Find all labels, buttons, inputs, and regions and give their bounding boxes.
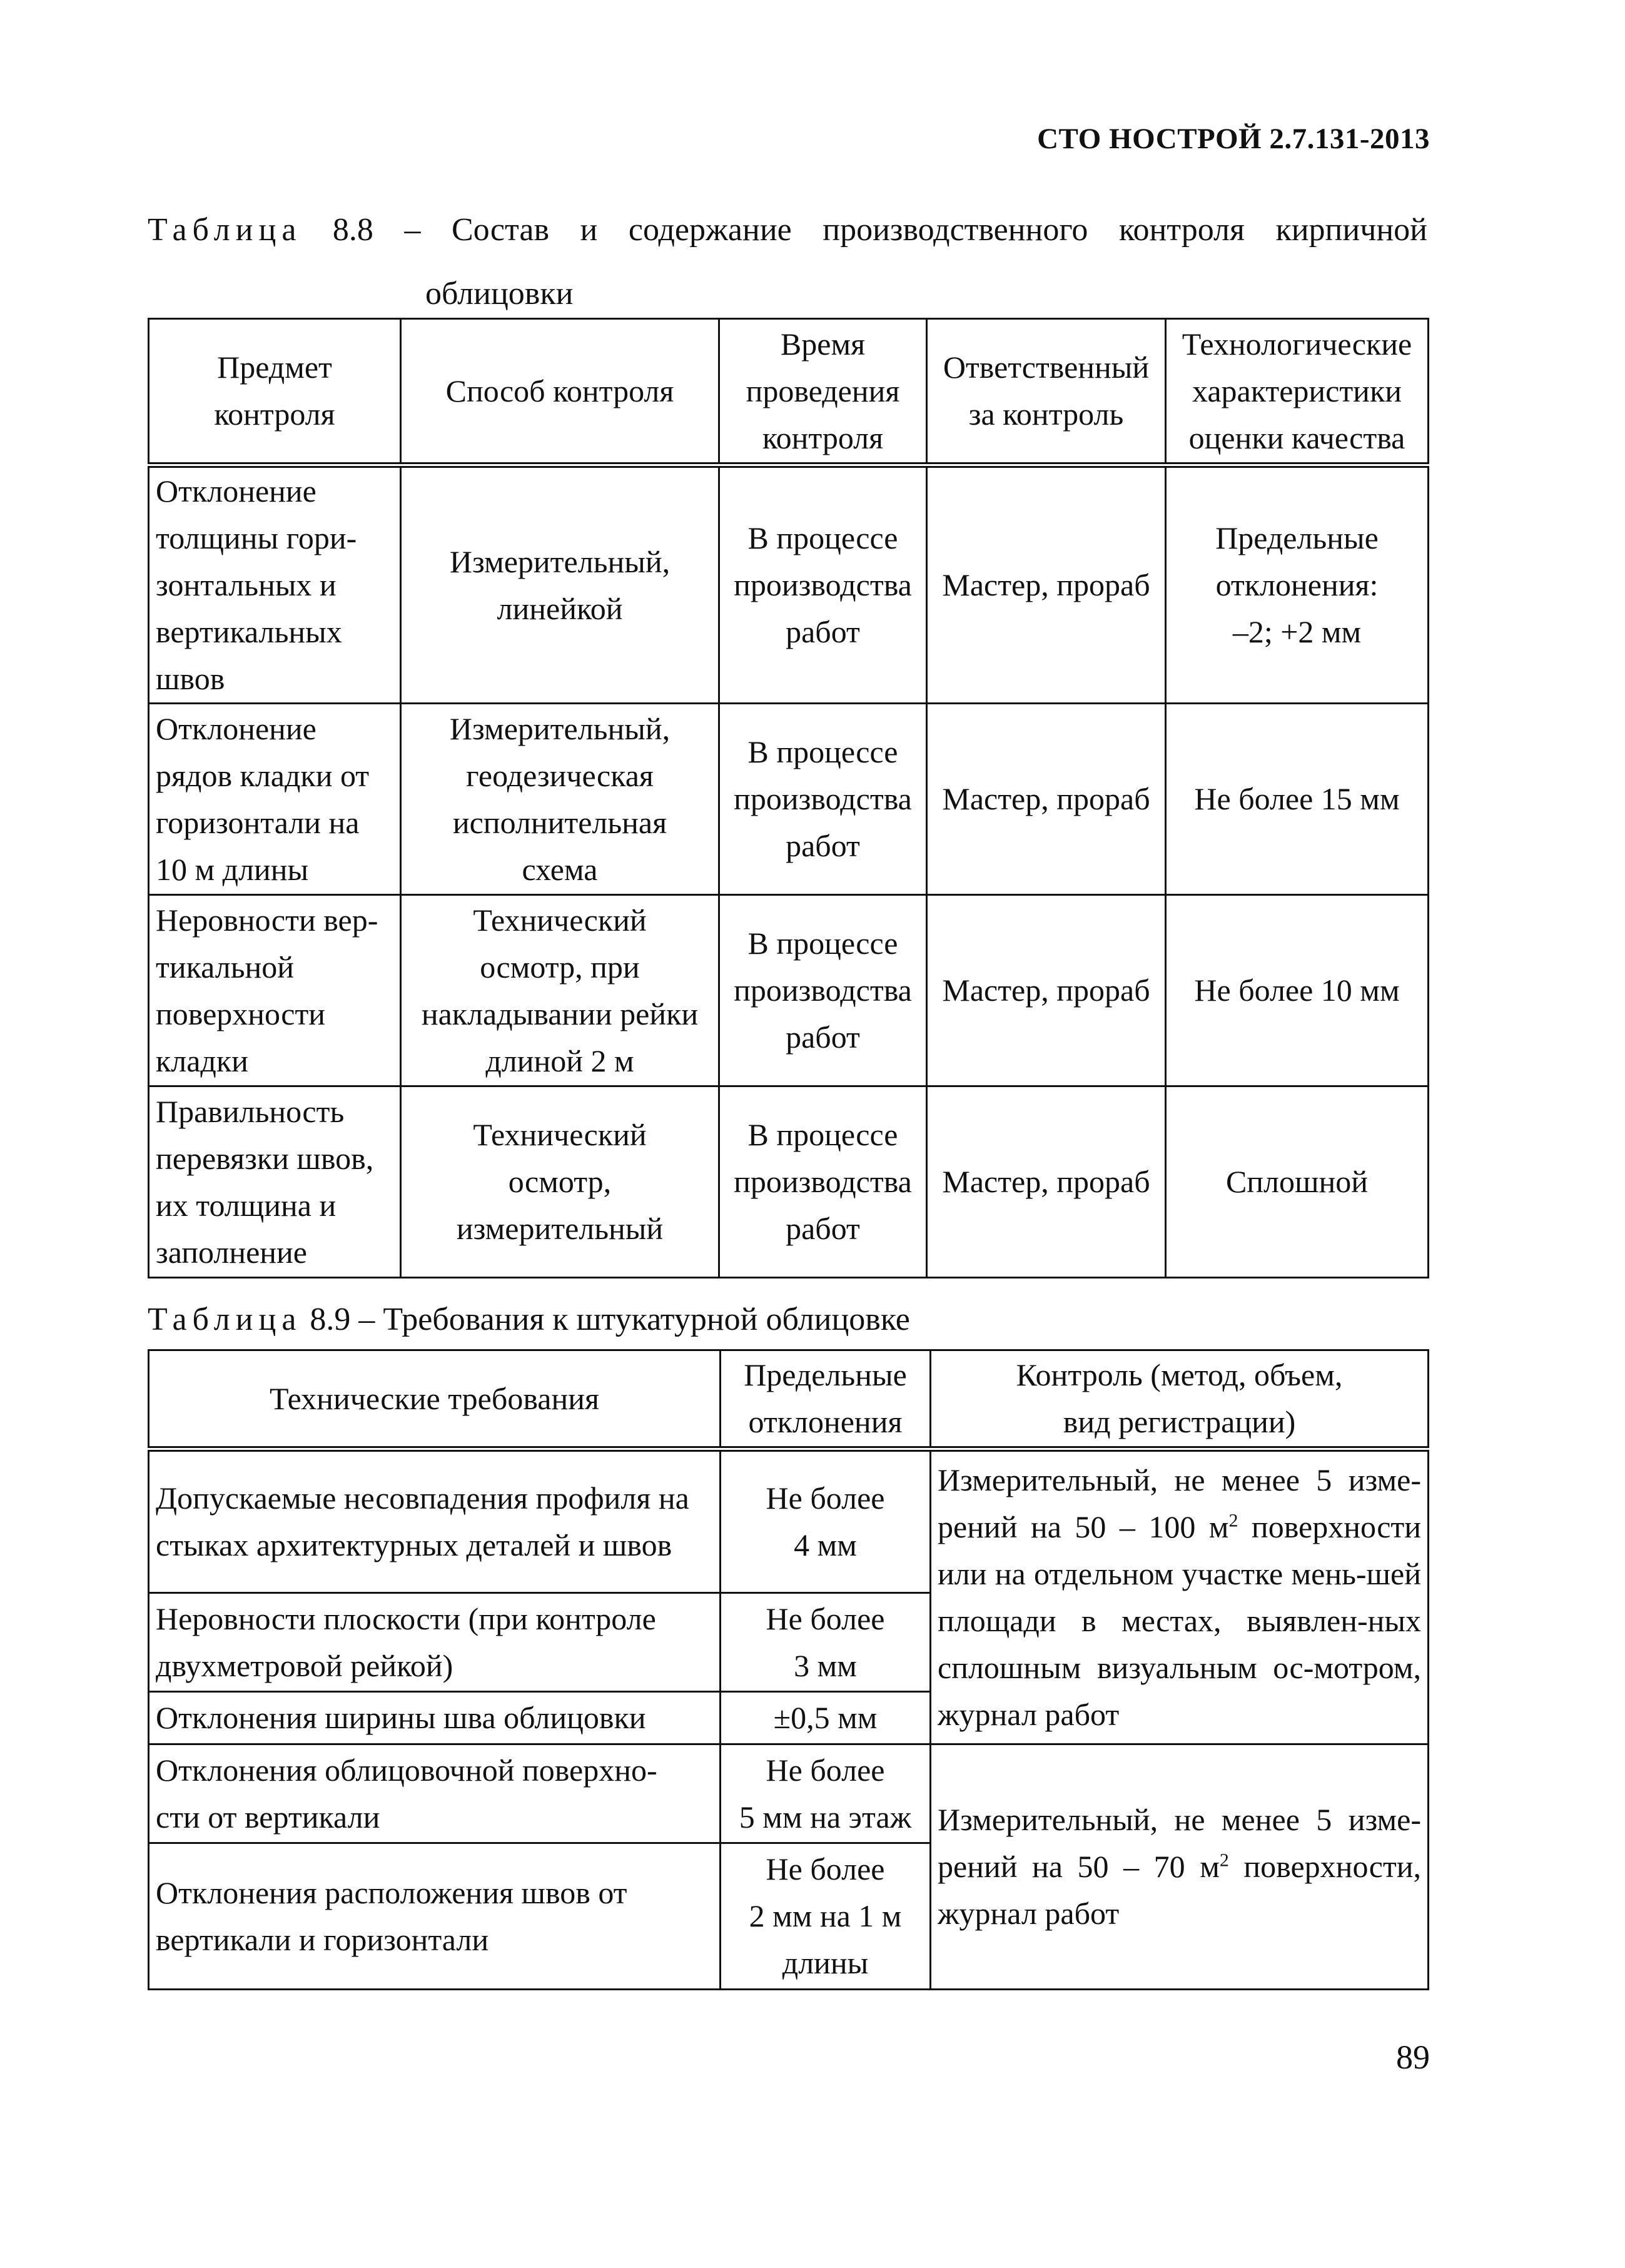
- header-time: Время проведения контроля: [719, 319, 927, 465]
- cell-subject: Отклонение толщины гори- зонтальных и вертикальных швов: [149, 465, 401, 704]
- cell-time: В процессе производства работ: [719, 895, 927, 1086]
- cell-requirement: Отклонения расположения швов от вертикали и горизонтали: [149, 1843, 721, 1990]
- cell-responsible: Мастер, прораб: [927, 1086, 1166, 1278]
- header-method: Способ контроля: [401, 319, 719, 465]
- cell-characteristics: Предельные отклонения: –2; +2 мм: [1166, 465, 1429, 704]
- cell-requirement: Отклонения ширины шва облицовки: [149, 1692, 721, 1744]
- header-responsible: Ответственный за контроль: [927, 319, 1166, 465]
- cell-control: Измерительный, не менее 5 изме-рений на 50 – 70 $м^2$ поверхности, журнал работ: [931, 1744, 1429, 1990]
- cell-time: В процессе производства работ: [719, 704, 927, 895]
- table-row: [149, 1086, 1429, 1278]
- table-8-8-caption-continuation: облицовки: [425, 276, 574, 311]
- table-header-row: [149, 319, 1429, 465]
- cell-control: Измерительный, не менее 5 изме-рений на 50 – 100 $м^2$ поверхности или на отдельном участке мень-шей площади в местах, выявлен-ных сплошным визуальным ос-мотром, журнал работ: [931, 1449, 1429, 1744]
- caption-label: Таблица: [148, 1302, 302, 1337]
- cell-deviation: Не более 2 мм на 1 м длины: [721, 1843, 931, 1990]
- cell-requirement: Допускаемые несовпадения профиля на стыках архитектурных деталей и швов: [149, 1449, 721, 1593]
- cell-method: Технический осмотр, измерительный: [401, 1086, 719, 1278]
- caption-number: 8.9: [310, 1302, 351, 1337]
- cell-subject: Неровности вер- тикальной поверхности кладки: [149, 895, 401, 1086]
- table-row: [149, 704, 1429, 895]
- header-control: Контроль (метод, объем, вид регистрации): [931, 1350, 1429, 1449]
- cell-requirement: Неровности плоскости (при контроле двухметровой рейкой): [149, 1593, 721, 1692]
- cell-responsible: Мастер, прораб: [927, 465, 1166, 704]
- table-8-8-caption: [148, 206, 1427, 254]
- cell-responsible: Мастер, прораб: [927, 704, 1166, 895]
- table-row: [149, 895, 1429, 1086]
- table-header-row: [149, 1350, 1429, 1449]
- cell-characteristics: Не более 15 мм: [1166, 704, 1429, 895]
- table-8-8: [148, 318, 1429, 1278]
- table-row: [149, 1744, 1429, 1843]
- table-8-9-caption: [148, 1296, 1427, 1344]
- header-subject: Предмет контроля: [149, 319, 401, 465]
- cell-deviation: Не более 4 мм: [721, 1449, 931, 1593]
- cell-method: Измерительный, линейкой: [401, 465, 719, 704]
- document-code: СТО НОСТРОЙ 2.7.131-2013: [1037, 123, 1430, 155]
- cell-deviation: Не более 5 мм на этаж: [721, 1744, 931, 1843]
- header-deviations: Предельные отклонения: [721, 1350, 931, 1449]
- caption-text: – Состав и содержание производственного контроля кирпичной: [404, 212, 1427, 248]
- table-8-9: [148, 1349, 1429, 1990]
- caption-number: 8.8: [332, 212, 373, 248]
- page-number: 89: [1396, 2038, 1430, 2076]
- cell-time: В процессе производства работ: [719, 465, 927, 704]
- caption-text: – Требования к штукатурной облицовке: [358, 1302, 910, 1337]
- cell-requirement: Отклонения облицовочной поверхно- сти от вертикали: [149, 1744, 721, 1843]
- cell-characteristics: Не более 10 мм: [1166, 895, 1429, 1086]
- cell-method: Технический осмотр, при накладывании рейки длиной 2 м: [401, 895, 719, 1086]
- header-requirements: Технические требования: [149, 1350, 721, 1449]
- cell-subject: Отклонение рядов кладки от горизонтали на 10 м длины: [149, 704, 401, 895]
- cell-subject: Правильность перевязки швов, их толщина и заполнение: [149, 1086, 401, 1278]
- table-row: [149, 465, 1429, 704]
- cell-characteristics: Сплошной: [1166, 1086, 1429, 1278]
- table-row: [149, 1449, 1429, 1593]
- header-characteristics: Технологические характеристики оценки качества: [1166, 319, 1429, 465]
- cell-time: В процессе производства работ: [719, 1086, 927, 1278]
- caption-label: Таблица: [148, 212, 302, 248]
- cell-deviation: ±0,5 мм: [721, 1692, 931, 1744]
- cell-method: Измерительный, геодезическая исполнительная схема: [401, 704, 719, 895]
- cell-responsible: Мастер, прораб: [927, 895, 1166, 1086]
- cell-deviation: Не более 3 мм: [721, 1593, 931, 1692]
